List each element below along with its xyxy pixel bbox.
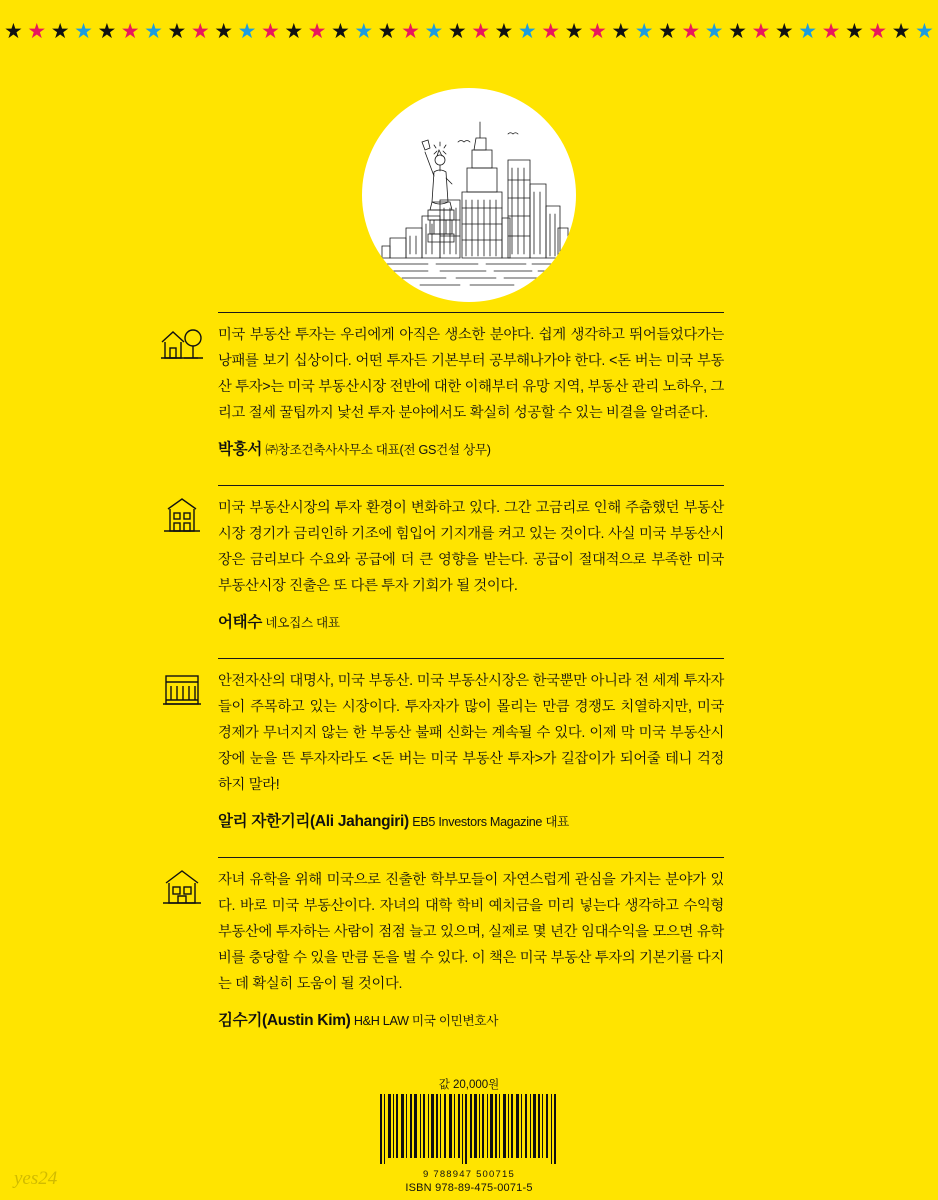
- star-icon: ★: [844, 19, 864, 43]
- apartment-building-icon: [158, 493, 206, 537]
- star-icon: ★: [494, 19, 514, 43]
- star-icon: ★: [587, 19, 607, 43]
- star-icon: ★: [307, 19, 327, 43]
- star-icon: ★: [611, 19, 631, 43]
- endorsement-attribution: [218, 610, 724, 632]
- star-icon: ★: [564, 19, 584, 43]
- star-icon: ★: [167, 19, 187, 43]
- divider: [218, 485, 724, 486]
- illustration-circle: [362, 88, 576, 302]
- star-icon: ★: [704, 19, 724, 43]
- star-icon: ★: [541, 19, 561, 43]
- endorsement-role: ㈜창조건축사사무소 대표(전 GS건설 상무): [265, 443, 491, 457]
- star-icon: ★: [214, 19, 234, 43]
- star-icon: ★: [74, 19, 93, 43]
- star-icon: ★: [915, 19, 934, 43]
- star-icon: ★: [447, 19, 467, 43]
- star-icon: ★: [237, 19, 257, 43]
- barcode-digits: 9 788947 500715: [423, 1169, 515, 1180]
- divider: [218, 658, 724, 659]
- endorsement-author: 김수기(Austin Kim): [218, 1012, 351, 1029]
- star-icon: ★: [868, 19, 888, 43]
- watermark: yes24: [14, 1168, 58, 1189]
- star-icon: ★: [4, 19, 23, 43]
- star-icon: ★: [774, 19, 794, 43]
- star-icon: ★: [821, 19, 841, 43]
- star-icon: ★: [681, 19, 701, 43]
- house-with-tree-icon: [158, 320, 206, 364]
- endorsement-author: 알리 자한기리(Ali Jahangiri): [218, 813, 409, 830]
- star-icon: ★: [634, 19, 654, 43]
- list-item: [158, 658, 724, 831]
- star-icon: ★: [658, 19, 677, 43]
- endorsement-attribution: [218, 1008, 724, 1030]
- star-icon: ★: [424, 19, 444, 43]
- endorsement-text: 미국 부동산시장의 투자 환경이 변화하고 있다. 그간 고금리로 인해 주춤했던 부동산시장 경기가 금리인하 기조에 힘입어 기지개를 켜고 있는 것이다. 사실 미국 부동산시장은 금리보다 수요와 공급에 더 큰 영향을 받는다. 공급이 절대적으로 부족한 미국 부동산시장 진출은 또 다른 투자 기회가 될 것이다.: [218, 500, 724, 594]
- endorsement-author: 박홍서: [218, 441, 263, 458]
- star-icon: ★: [331, 19, 350, 43]
- star-icon: ★: [891, 19, 911, 43]
- isbn-text: ISBN 978-89-475-0071-5: [405, 1182, 533, 1194]
- endorsement-text: 미국 부동산 투자는 우리에게 아직은 생소한 분야다. 쉽게 생각하고 뛰어들었다가는 낭패를 보기 십상이다. 어떤 투자든 기본부터 공부해나가야 한다. <돈 버는 미국 부동산 투자>는 미국 부동산시장 전반에 대한 이해부터 유망 지역, 부동산 관리 노하우, 그리고 절세 꿀팁까지 낯선 투자 분야에서도 확실히 성공할 수 있는 비결을 알려준다.: [218, 327, 724, 421]
- endorsement-role: H&H LAW 미국 이민변호사: [353, 1014, 499, 1028]
- price-label: 값 20,000원: [438, 1079, 500, 1091]
- star-icon: ★: [728, 19, 747, 43]
- endorsement-author: 어태수: [218, 614, 263, 631]
- star-icon: ★: [260, 19, 280, 43]
- star-icon: ★: [97, 19, 117, 43]
- star-icon: ★: [354, 19, 374, 43]
- star-icon: ★: [517, 19, 537, 43]
- star-icon: ★: [798, 19, 818, 43]
- home-icon: [158, 865, 206, 909]
- endorsement-text: 자녀 유학을 위해 미국으로 진출한 학부모들이 자연스럽게 관심을 가지는 분야가 있다. 바로 미국 부동산이다. 자녀의 대학 학비 예치금을 미리 넣는다 생각하고 수익형 부동산에 투자하는 사람이 점점 늘고 있으며, 실제로 몇 년간 임대수익을 모으면 유학비를 충당할 수 있을 만큼 돈을 벌 수 있다. 이 책은 미국 부동산 투자의 기본기를 다지는 데 확실히 도움이 될 것이다.: [218, 872, 724, 992]
- star-icon: ★: [120, 19, 140, 43]
- star-icon: ★: [284, 19, 304, 43]
- star-icon: ★: [27, 19, 47, 43]
- endorsement-attribution: [218, 809, 724, 831]
- endorsement-text: 안전자산의 대명사, 미국 부동산. 미국 부동산시장은 한국뿐만 아니라 전 세계 투자자들이 주목하고 있는 시장이다. 투자자가 많이 몰리는 만큼 경쟁도 치열하지만, 미국 경제가 무너지지 않는 한 부동산 불패 신화는 계속될 수 있다. 이제 막 미국 부동산시장에 눈을 뜬 투자자라도 <돈 버는 미국 부동산 투자>가 길잡이가 되어줄 테니 걱정하지 말라!: [218, 673, 724, 793]
- divider: [218, 857, 724, 858]
- star-icon: ★: [50, 19, 70, 43]
- new-york-skyline-icon: [362, 88, 576, 302]
- star-icon: ★: [471, 19, 491, 43]
- endorsement-role: EB5 Investors Magazine 대표: [412, 815, 570, 829]
- list-item: [158, 857, 724, 1030]
- star-border-band: [0, 18, 938, 44]
- endorsement-role: 네오집스 대표: [265, 616, 340, 630]
- star-icon: ★: [751, 19, 771, 43]
- star-icon: ★: [190, 19, 210, 43]
- star-icon: ★: [401, 19, 420, 43]
- list-item: [158, 312, 724, 459]
- office-building-icon: [158, 666, 206, 710]
- endorsement-attribution: [218, 437, 724, 459]
- barcode-block: [374, 1094, 564, 1194]
- endorsement-list: [158, 312, 724, 1056]
- cover-illustration: [362, 88, 576, 302]
- list-item: [158, 485, 724, 632]
- star-icon: ★: [144, 19, 163, 43]
- divider: [218, 312, 724, 313]
- barcode-image: [374, 1094, 564, 1168]
- star-icon: ★: [377, 19, 397, 43]
